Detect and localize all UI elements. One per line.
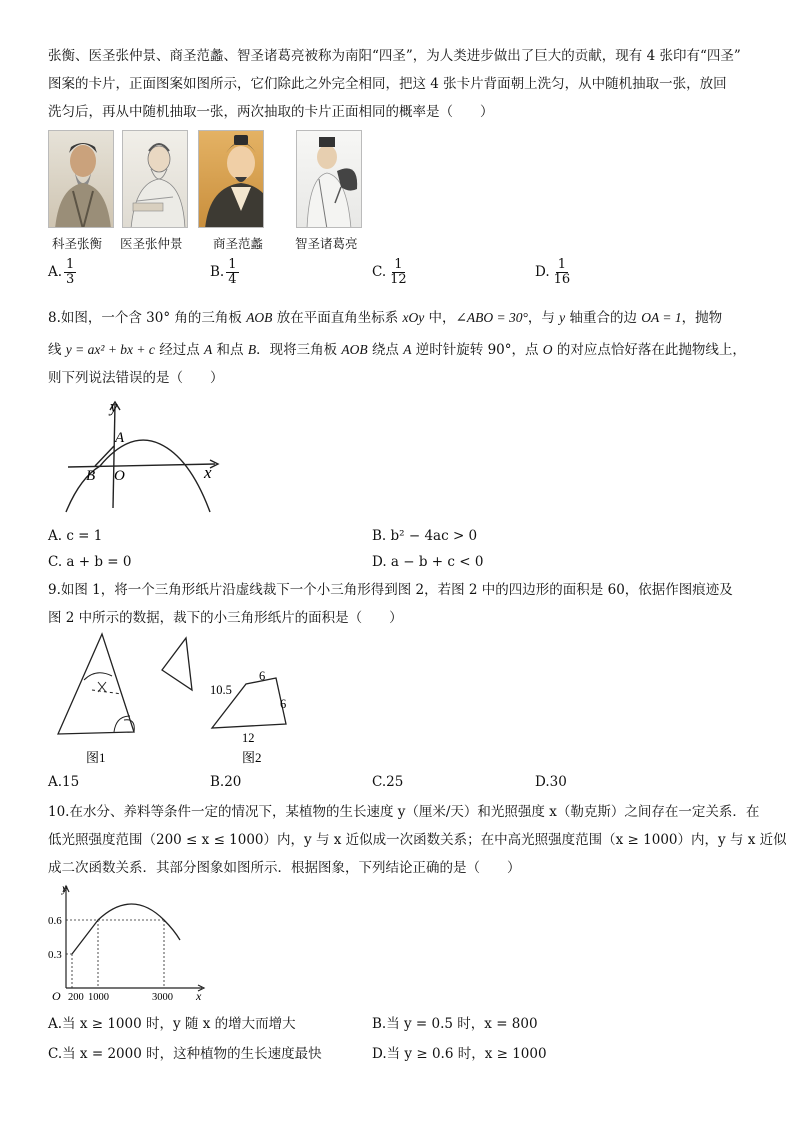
q9-fig2-label-left: 10.5 (210, 683, 232, 697)
q7-option-c[interactable]: C. $\frac{1}{12}$ (372, 257, 407, 287)
q7-text-line1: 张衡、医圣张仲景、商圣范蠡、智圣诸葛亮被称为南阳“四圣”，为人类进步做出了巨大的贡献，现有 4 张印有“四圣” (48, 48, 741, 64)
q10-label-x2: 1000 (88, 992, 109, 1003)
q9-figure (54, 632, 314, 772)
q9-option-d[interactable]: D.30 (535, 774, 567, 790)
q9-option-c[interactable]: C.25 (372, 774, 404, 790)
q9-fig1-arc-2 (114, 716, 130, 732)
card-fanli-image (198, 130, 264, 228)
q9-fig2-caption: 图2 (242, 750, 262, 765)
q8-text-line3: 则下列说法错误的是（ ） (48, 370, 224, 386)
card-zhugeliang-image (296, 130, 362, 228)
card-zhangheng-image (48, 130, 114, 228)
q8-segment-ab (95, 446, 114, 466)
card-caption-zhangheng: 科圣张衡 (52, 236, 103, 251)
q10-option-a[interactable]: A.当 x ≥ 1000 时，y 随 x 的增大而增大 (48, 1016, 296, 1032)
q10-option-b[interactable]: B.当 y = 0.5 时，x = 800 (372, 1016, 538, 1032)
q8-fig-label-o: O (114, 468, 125, 484)
q8-option-b[interactable]: B. b² − 4ac > 0 (372, 528, 478, 544)
card-caption-fanli: 商圣范蠡 (213, 236, 264, 251)
q9-fig1-caption: 图1 (86, 750, 106, 765)
q9-option-a[interactable]: A.15 (48, 774, 80, 790)
q10-label-y: y (62, 881, 68, 895)
card-caption-zhangzhongjing: 医圣张仲景 (120, 236, 183, 251)
q7-text-line3: 洗匀后，再从中随机抽取一张，两次抽取的卡片正面相同的概率是（ ） (48, 104, 494, 120)
q10-text-line1: 10.在水分、养料等条件一定的情况下，某植物的生长速度 y（厘米/天）和光照强度 x（勒克斯）之间存在一定关系．在 (48, 804, 760, 820)
q8-text-line1: 8.如图，一个含 30° 角的三角板 AOB 放在平面直角坐标系 xOy 中，∠ABO = 30°，与 y 轴重合的边 OA = 1，抛物 (48, 310, 723, 326)
q9-text-line2: 图 2 中所示的数据，裁下的小三角形纸片的面积是（ ） (48, 610, 403, 626)
q7-option-a[interactable]: A. $\frac{1}{3}$ (48, 257, 75, 287)
q10-text-line2: 低光照强度范围（200 ≤ x ≤ 1000）内，y 与 x 近似成一次函数关系；在中高光照强度范围（x ≥ 1000）内，y 与 x 近似 (48, 832, 787, 848)
q9-fig1-dashed-cut (92, 690, 122, 694)
q9-fig2-label-top: 6 (259, 669, 266, 683)
q8-parabola-figure (60, 396, 230, 516)
q7-text-line2: 图案的卡片，正面图案如图所示，它们除此之外完全相同，把这 4 张卡片背面朝上洗匀，从中随机抽取一张，放回 (48, 76, 727, 92)
q10-label-x1: 200 (68, 992, 84, 1003)
q9-option-b[interactable]: B.20 (210, 774, 242, 790)
q10-option-c[interactable]: C.当 x = 2000 时，这种植物的生长速度最快 (48, 1046, 322, 1062)
q8-fig-label-y: y (110, 397, 118, 416)
q8-option-a[interactable]: A. c = 1 (48, 528, 103, 544)
q10-label-x: x (196, 989, 202, 1003)
q8-fig-label-a: A (115, 430, 125, 446)
q8-fig-label-x: x (204, 463, 212, 482)
q10-label-y1: 0.6 (48, 915, 62, 927)
q10-label-y2: 0.3 (48, 949, 62, 961)
q9-fig1-arc-1 (84, 673, 112, 680)
q9-fig2-label-right: 6 (280, 697, 287, 711)
q10-label-x3: 3000 (152, 992, 173, 1003)
q8-option-c[interactable]: C. a + b = 0 (48, 554, 132, 570)
q10-label-origin: O (52, 989, 61, 1003)
q8-text-line2: 线 y = ax² + bx + c 经过点 A 和点 B．现将三角板 AOB 绕点 A 逆时针旋转 90°，点 O 的对应点恰好落在此抛物线上， (48, 342, 746, 358)
q8-y-axis (113, 404, 115, 508)
q9-small-triangle (162, 638, 192, 690)
q8-fig-label-b: B (86, 468, 96, 484)
q9-text-line1: 9.如图 1，将一个三角形纸片沿虚线裁下一个小三角形得到图 2，若图 2 中的四边形的面积是 60，依据作图痕迹及 (48, 582, 733, 598)
q10-growth-graph (46, 880, 216, 1004)
card-zhangzhongjing-image (122, 130, 188, 228)
q9-fig2-label-bottom: 12 (242, 731, 255, 745)
q10-option-d[interactable]: D.当 y ≥ 0.6 时，x ≥ 1000 (372, 1046, 547, 1062)
q10-text-line3: 成二次函数关系．其部分图象如图所示．根据图象，下列结论正确的是（ ） (48, 860, 521, 876)
q8-option-d[interactable]: D. a − b + c < 0 (372, 554, 484, 570)
card-caption-zhugeliang: 智圣诸葛亮 (295, 236, 358, 251)
q7-option-d[interactable]: D. $\frac{1}{16}$ (535, 257, 571, 287)
q7-option-b[interactable]: B. $\frac{1}{4}$ (210, 257, 237, 287)
q9-fig1-triangle (58, 634, 134, 734)
q8-x-axis (68, 464, 215, 467)
